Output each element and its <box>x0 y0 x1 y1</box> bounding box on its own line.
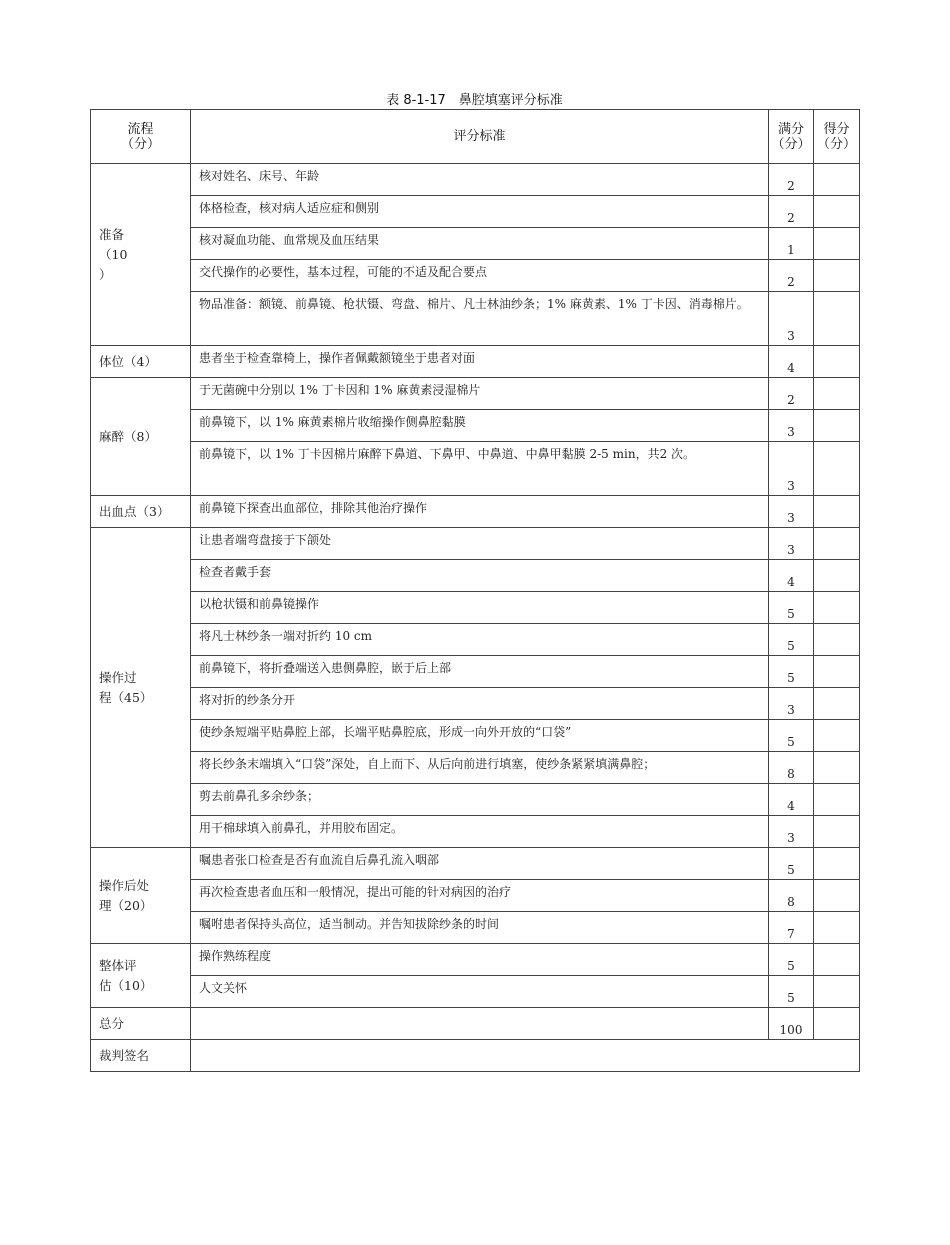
full-score: 2 <box>769 196 814 228</box>
criteria-row <box>91 720 860 752</box>
criteria-row <box>91 528 860 560</box>
got-score-cell[interactable] <box>814 164 860 196</box>
got-score-cell[interactable] <box>814 410 860 442</box>
got-score-cell[interactable] <box>814 292 860 346</box>
criteria-text: 嘱咐患者保持头高位，适当制动。并告知拔除纱条的时间 <box>191 912 769 944</box>
criteria-row <box>91 784 860 816</box>
full-score: 3 <box>769 528 814 560</box>
criteria-row <box>91 196 860 228</box>
criteria-text: 核对凝血功能、血常规及血压结果 <box>191 228 769 260</box>
criteria-text: 物品准备：额镜、前鼻镜、枪状镊、弯盘、棉片、凡士林油纱条；1% 麻黄素、1% 丁卡因、消毒棉片。 <box>191 292 769 346</box>
criteria-row <box>91 816 860 848</box>
criteria-row <box>91 560 860 592</box>
criteria-row <box>91 976 860 1008</box>
criteria-row <box>91 752 860 784</box>
stage-cell: 操作后处 理（20） <box>91 848 191 944</box>
criteria-text: 前鼻镜下，将折叠端送入患侧鼻腔，嵌于后上部 <box>191 656 769 688</box>
got-score-cell[interactable] <box>814 346 860 378</box>
total-criteria-cell <box>191 1008 769 1040</box>
criteria-row <box>91 292 860 346</box>
total-row <box>91 1008 860 1040</box>
full-score: 3 <box>769 816 814 848</box>
got-score-cell[interactable] <box>814 528 860 560</box>
scoring-table <box>90 109 860 1072</box>
full-score: 5 <box>769 624 814 656</box>
got-score-cell[interactable] <box>814 378 860 410</box>
got-score-cell[interactable] <box>814 624 860 656</box>
got-score-cell[interactable] <box>814 496 860 528</box>
criteria-text: 人文关怀 <box>191 976 769 1008</box>
full-score: 4 <box>769 560 814 592</box>
got-score-cell[interactable] <box>814 784 860 816</box>
full-score: 3 <box>769 410 814 442</box>
criteria-text: 于无菌碗中分别以 1% 丁卡因和 1% 麻黄素浸湿棉片 <box>191 378 769 410</box>
sign-label: 裁判签名 <box>91 1040 191 1072</box>
full-score: 8 <box>769 752 814 784</box>
criteria-row <box>91 912 860 944</box>
header-criteria: 评分标准 <box>191 110 769 164</box>
criteria-text: 体格检查，核对病人适应症和侧别 <box>191 196 769 228</box>
header-full-score: 满分 （分） <box>769 110 814 164</box>
total-score: 100 <box>769 1008 814 1040</box>
criteria-text: 前鼻镜下探查出血部位，排除其他治疗操作 <box>191 496 769 528</box>
criteria-text: 核对姓名、床号、年龄 <box>191 164 769 196</box>
criteria-row <box>91 592 860 624</box>
criteria-row <box>91 944 860 976</box>
table-body <box>91 164 860 1072</box>
header-got-score: 得分 （分） <box>814 110 860 164</box>
got-score-cell[interactable] <box>814 944 860 976</box>
stage-cell: 整体评 估（10） <box>91 944 191 1008</box>
full-score: 4 <box>769 784 814 816</box>
stage-cell: 准备 （10 ） <box>91 164 191 346</box>
sign-row <box>91 1040 860 1072</box>
got-score-cell[interactable] <box>814 752 860 784</box>
got-score-cell[interactable] <box>814 816 860 848</box>
criteria-text: 将对折的纱条分开 <box>191 688 769 720</box>
full-score: 5 <box>769 720 814 752</box>
criteria-text: 操作熟练程度 <box>191 944 769 976</box>
criteria-text: 使纱条短端平贴鼻腔上部，长端平贴鼻腔底，形成一向外开放的“口袋” <box>191 720 769 752</box>
full-score: 5 <box>769 656 814 688</box>
got-score-cell[interactable] <box>814 688 860 720</box>
criteria-row <box>91 656 860 688</box>
criteria-row <box>91 164 860 196</box>
full-score: 2 <box>769 378 814 410</box>
criteria-row <box>91 346 860 378</box>
full-score: 2 <box>769 164 814 196</box>
stage-cell: 麻醉（8） <box>91 378 191 496</box>
criteria-row <box>91 410 860 442</box>
table-caption: 表 8-1-17 鼻腔填塞评分标准 <box>386 93 563 108</box>
got-score-cell[interactable] <box>814 976 860 1008</box>
got-score-cell[interactable] <box>814 656 860 688</box>
got-score-cell[interactable] <box>814 848 860 880</box>
criteria-text: 剪去前鼻孔多余纱条； <box>191 784 769 816</box>
got-score-cell[interactable] <box>814 880 860 912</box>
criteria-text: 交代操作的必要性，基本过程，可能的不适及配合要点 <box>191 260 769 292</box>
criteria-row <box>91 880 860 912</box>
criteria-text: 前鼻镜下，以 1% 麻黄素棉片收缩操作侧鼻腔黏膜 <box>191 410 769 442</box>
full-score: 8 <box>769 880 814 912</box>
full-score: 5 <box>769 848 814 880</box>
full-score: 3 <box>769 292 814 346</box>
full-score: 5 <box>769 592 814 624</box>
full-score: 3 <box>769 442 814 496</box>
criteria-row <box>91 260 860 292</box>
full-score: 5 <box>769 944 814 976</box>
criteria-text: 嘱患者张口检查是否有血流自后鼻孔流入咽部 <box>191 848 769 880</box>
got-score-cell[interactable] <box>814 196 860 228</box>
full-score: 7 <box>769 912 814 944</box>
criteria-row <box>91 848 860 880</box>
criteria-text: 患者坐于检查靠椅上，操作者佩戴额镜坐于患者对面 <box>191 346 769 378</box>
criteria-row <box>91 442 860 496</box>
criteria-text: 以枪状镊和前鼻镜操作 <box>191 592 769 624</box>
full-score: 1 <box>769 228 814 260</box>
stage-cell: 操作过 程（45） <box>91 528 191 848</box>
criteria-text: 检查者戴手套 <box>191 560 769 592</box>
total-got-cell[interactable] <box>814 1008 860 1040</box>
criteria-text: 让患者端弯盘接于下颌处 <box>191 528 769 560</box>
got-score-cell[interactable] <box>814 442 860 496</box>
got-score-cell[interactable] <box>814 560 860 592</box>
got-score-cell[interactable] <box>814 260 860 292</box>
stage-cell: 出血点（3） <box>91 496 191 528</box>
criteria-row <box>91 688 860 720</box>
criteria-row <box>91 624 860 656</box>
got-score-cell[interactable] <box>814 228 860 260</box>
full-score: 3 <box>769 496 814 528</box>
criteria-text: 将长纱条末端填入“口袋”深处，自上而下、从后向前进行填塞，使纱条紧紧填满鼻腔； <box>191 752 769 784</box>
got-score-cell[interactable] <box>814 592 860 624</box>
criteria-text: 前鼻镜下，以 1% 丁卡因棉片麻醉下鼻道、下鼻甲、中鼻道、中鼻甲黏膜 2-5 min，共2 次。 <box>191 442 769 496</box>
sign-cell[interactable] <box>191 1040 860 1072</box>
criteria-text: 用干棉球填入前鼻孔，并用胶布固定。 <box>191 816 769 848</box>
got-score-cell[interactable] <box>814 720 860 752</box>
criteria-text: 再次检查患者血压和一般情况，提出可能的针对病因的治疗 <box>191 880 769 912</box>
criteria-text: 将凡士林纱条一端对折约 10 cm <box>191 624 769 656</box>
full-score: 5 <box>769 976 814 1008</box>
criteria-row <box>91 496 860 528</box>
criteria-row <box>91 378 860 410</box>
header-stage: 流程 （分） <box>91 110 191 164</box>
stage-cell: 体位（4） <box>91 346 191 378</box>
full-score: 2 <box>769 260 814 292</box>
total-label: 总分 <box>91 1008 191 1040</box>
got-score-cell[interactable] <box>814 912 860 944</box>
full-score: 3 <box>769 688 814 720</box>
full-score: 4 <box>769 346 814 378</box>
criteria-row <box>91 228 860 260</box>
